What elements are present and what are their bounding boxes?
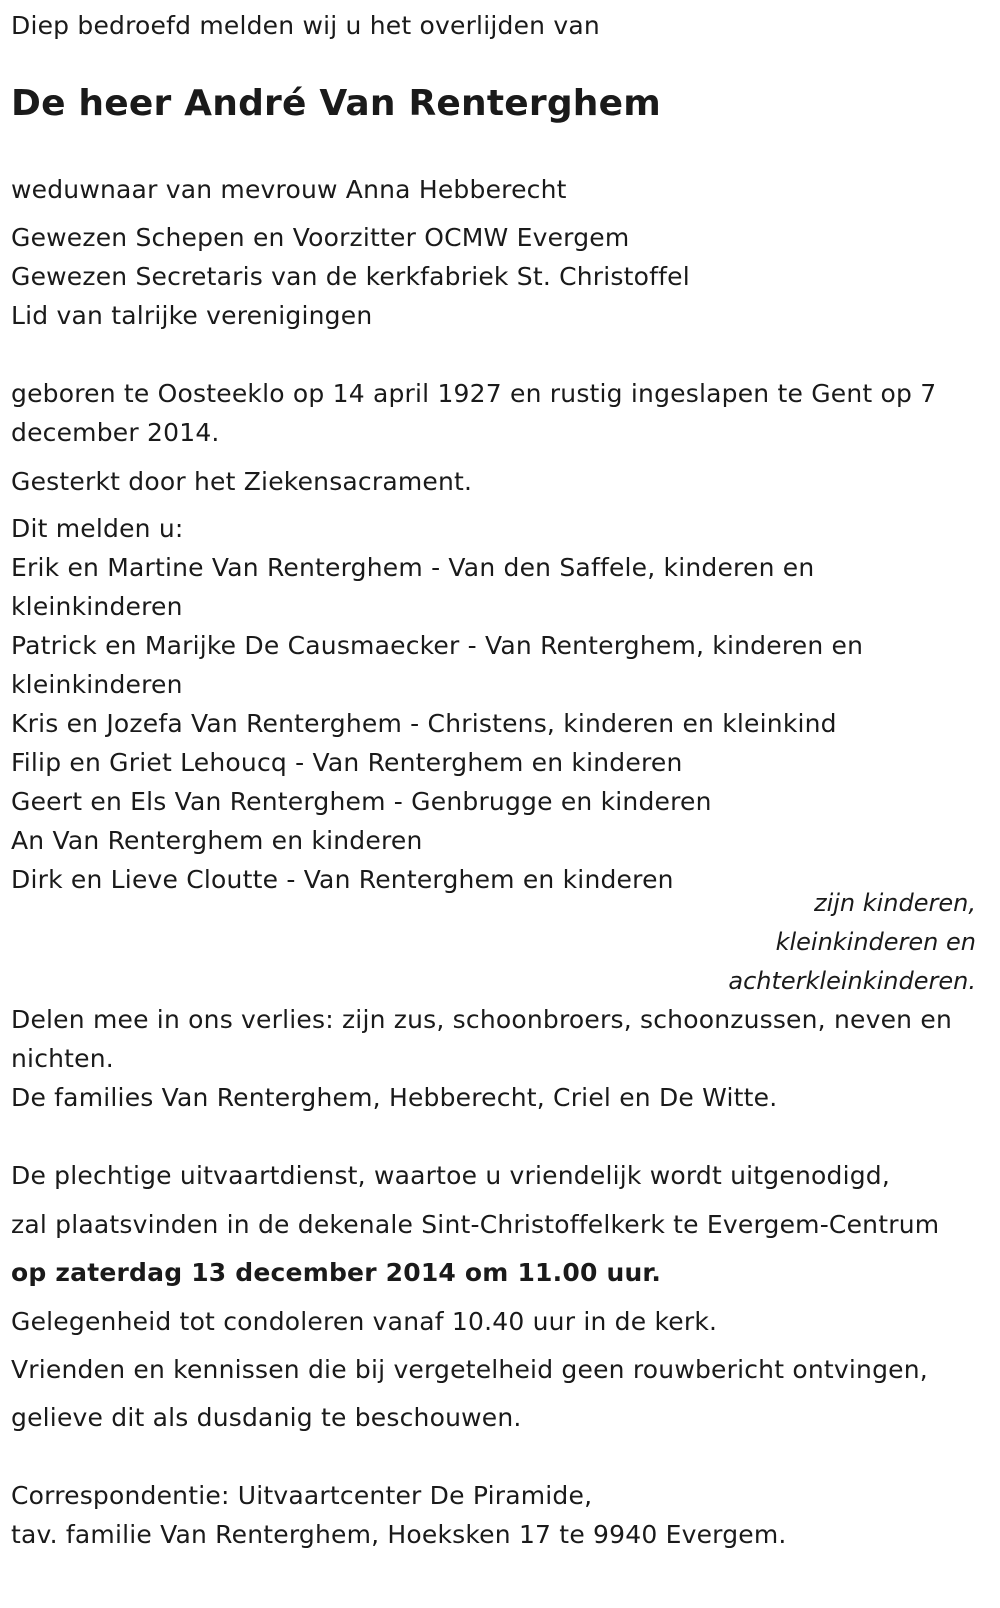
family-line: An Van Renterghem en kinderen [11, 826, 423, 855]
role-line: Gewezen Schepen en Voorzitter OCMW Evergem [11, 223, 630, 252]
family-line: Patrick en Marijke De Causmaecker - Van Renterghem, kinderen en [11, 631, 864, 660]
family-line: kleinkinderen [11, 592, 183, 621]
birth-death-text: december 2014. [11, 418, 220, 447]
descendants-line: zijn kinderen, [813, 889, 976, 917]
service-date: op zaterdag 13 december 2014 om 11.00 uur. [11, 1258, 662, 1287]
intro-text: Diep bedroefd melden wij u het overlijden van [11, 11, 600, 40]
descendants-line: kleinkinderen en [775, 928, 976, 956]
role-line: Gewezen Secretaris van de kerkfabriek St. Christoffel [11, 262, 690, 291]
sacrament-text: Gesterkt door het Ziekensacrament. [11, 467, 473, 496]
condolence-text: Gelegenheid tot condoleren vanaf 10.40 uur in de kerk. [11, 1307, 718, 1336]
family-line: Dirk en Lieve Cloutte - Van Renterghem en kinderen [11, 865, 674, 894]
family-line: Kris en Jozefa Van Renterghem - Christens, kinderen en kleinkind [11, 709, 837, 738]
deceased-name: De heer André Van Renterghem [11, 83, 661, 124]
families-text: De families Van Renterghem, Hebberecht, Criel en De Witte. [11, 1083, 778, 1112]
widower-text: weduwnaar van mevrouw Anna Hebberecht [11, 175, 567, 204]
family-line: Geert en Els Van Renterghem - Genbrugge en kinderen [11, 787, 712, 816]
family-line: kleinkinderen [11, 670, 183, 699]
family-line: Filip en Griet Lehoucq - Van Renterghem en kinderen [11, 748, 683, 777]
correspondence-text: tav. familie Van Renterghem, Hoeksken 17 te 9940 Evergem. [11, 1520, 787, 1549]
service-text: De plechtige uitvaartdienst, waartoe u vriendelijk wordt uitgenodigd, [11, 1161, 890, 1190]
birth-death-text: geboren te Oosteeklo op 14 april 1927 en rustig ingeslapen te Gent op 7 [11, 379, 937, 408]
family-line: Erik en Martine Van Renterghem - Van den Saffele, kinderen en [11, 553, 815, 582]
correspondence-text: Correspondentie: Uitvaartcenter De Piramide, [11, 1481, 593, 1510]
share-loss-text: nichten. [11, 1044, 114, 1073]
service-text: zal plaatsvinden in de dekenale Sint-Christoffelkerk te Evergem-Centrum [11, 1210, 940, 1239]
note-text: gelieve dit als dusdanig te beschouwen. [11, 1403, 522, 1432]
announce-label: Dit melden u: [11, 514, 184, 543]
role-line: Lid van talrijke verenigingen [11, 301, 373, 330]
share-loss-text: Delen mee in ons verlies: zijn zus, schoonbroers, schoonzussen, neven en [11, 1005, 952, 1034]
descendants-line: achterkleinkinderen. [728, 967, 976, 995]
note-text: Vrienden en kennissen die bij vergetelheid geen rouwbericht ontvingen, [11, 1355, 928, 1384]
